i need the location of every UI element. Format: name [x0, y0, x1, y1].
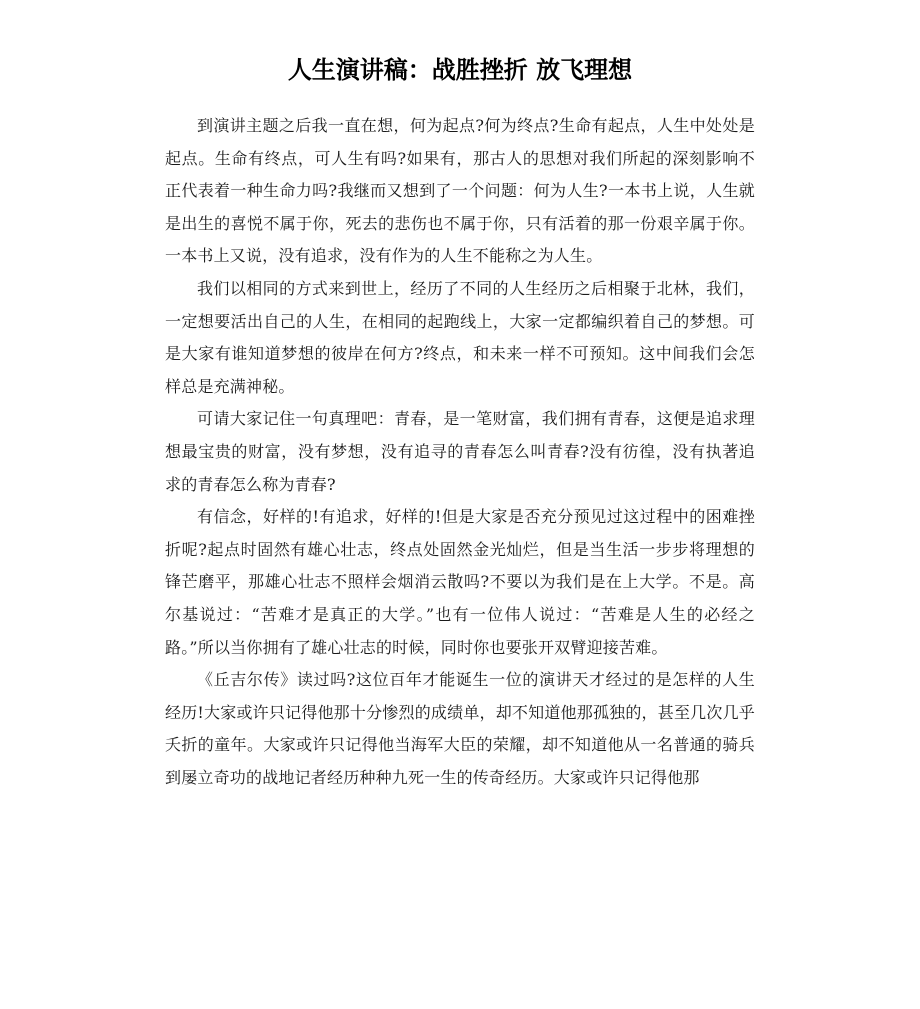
paragraph-3: 可请大家记住一句真理吧：青春，是一笔财富，我们拥有青春，这便是追求理想最宝贵的财富，没有梦想，没有追寻的青春怎么叫青春?没有彷徨，没有执著追求的青春怎么称为青春?: [165, 409, 755, 494]
document-body: [165, 110, 755, 794]
paragraph-2: 我们以相同的方式来到世上，经历了不同的人生经历之后相聚于北林，我们，一定想要活出自己的人生，在相同的起跑线上，大家一定都编织着自己的梦想。可是大家有谁知道梦想的彼岸在何方?终点，和未来一样不可预知。这中间我们会怎样总是充满神秘。: [165, 278, 755, 396]
paragraph-1: 到演讲主题之后我一直在想，何为起点?何为终点?生命有起点，人生中处处是起点。生命有终点，可人生有吗?如果有，那古人的思想对我们所起的深刻影响不正代表着一种生命力吗?我继而又想到了一个问题：何为人生?一本书上说，人生就是出生的喜悦不属于你，死去的悲伤也不属于你，只有活着的那一份艰辛属于你。一本书上又说，没有追求，没有作为的人生不能称之为人生。: [165, 116, 755, 266]
page-title: 人生演讲稿：战胜挫折 放飞理想: [287, 56, 633, 84]
paragraph-5: 《丘吉尔传》读过吗?这位百年才能诞生一位的演讲天才经过的是怎样的人生经历!大家或许只记得他那十分惨烈的成绩单，却不知道他那孤独的，甚至几次几乎夭折的童年。大家或许只记得他当海军大臣的荣耀，却不知道他从一名普通的骑兵到屡立奇功的战地记者经历种种九死一生的传奇经历。大家或许只记得他那: [165, 670, 755, 787]
paragraph-4: 有信念，好样的!有追求，好样的!但是大家是否充分预见过这过程中的困难挫折呢?起点时固然有雄心壮志，终点处固然金光灿烂，但是当生活一步步将理想的锋芒磨平，那雄心壮志不照样会烟消云散吗?不要以为我们是在上大学。不是。高尔基说过：“苦难才是真正的大学。”也有一位伟人说过：“苦难是人生的必经之路。”所以当你拥有了雄心壮志的时候，同时你也要张开双臂迎接苦难。: [165, 507, 755, 657]
